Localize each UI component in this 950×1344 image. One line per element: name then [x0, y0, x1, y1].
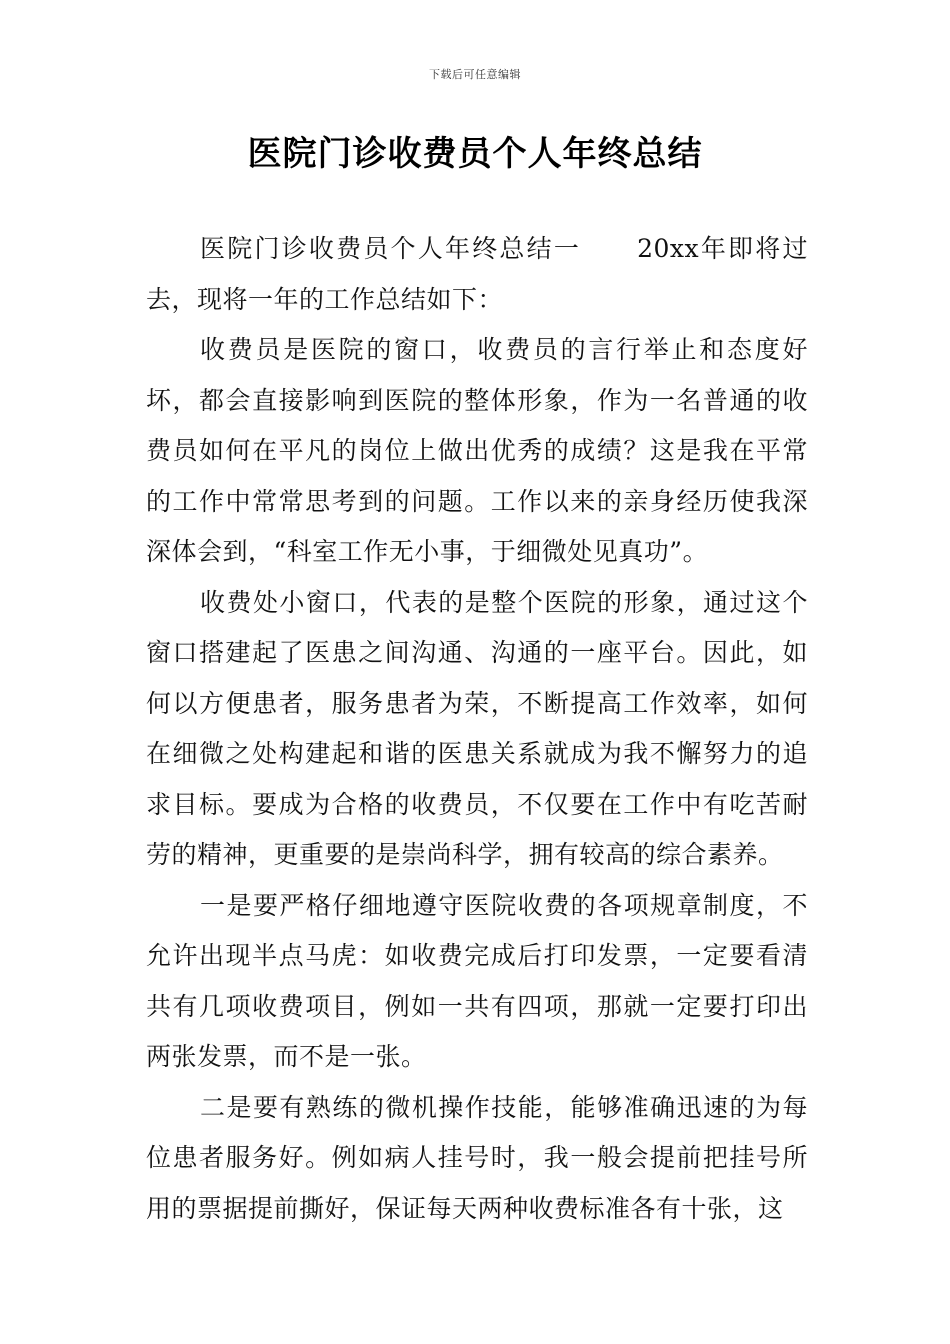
document-body	[146, 224, 808, 1234]
paragraph-2: 收费员是医院的窗口，收费员的言行举止和态度好坏，都会直接影响到医院的整体形象，作为一名普通的收费员如何在平凡的岗位上做出优秀的成绩？这是我在平常的工作中常常思考到的问题。工作以来的亲身经历使我深深体会到，“科室工作无小事，于细微处见真功”。	[146, 335, 808, 566]
paragraph-5: 二是要有熟练的微机操作技能，能够准确迅速的为每位患者服务好。例如病人挂号时，我一般会提前把挂号所用的票据提前撕好，保证每天两种收费标准各有十张，这	[146, 1092, 808, 1223]
paragraph-3: 收费处小窗口，代表的是整个医院的形象，通过这个窗口搭建起了医患之间沟通、沟通的一座平台。因此，如何以方便患者，服务患者为荣，不断提高工作效率，如何在细微之处构建起和谐的医患关系就成为我不懈努力的追求目标。要成为合格的收费员，不仅要在工作中有吃苦耐劳的精神，更重要的是崇尚科学，拥有较高的综合素养。	[146, 587, 808, 869]
header-note: 下载后可任意编辑	[429, 68, 521, 81]
paragraph-4: 一是要严格仔细地遵守医院收费的各项规章制度，不允许出现半点马虎：如收费完成后打印发票，一定要看清共有几项收费项目，例如一共有四项，那就一定要打印出两张发票，而不是一张。	[146, 890, 808, 1071]
paragraph-1	[146, 224, 808, 325]
paragraph-1-lead: 医院门诊收费员个人年终总结一	[200, 234, 582, 263]
document-title: 医院门诊收费员个人年终总结	[247, 134, 703, 174]
paragraph-1-text: 20xx年即将过去，现将一年的工作总结如下：	[146, 234, 808, 314]
